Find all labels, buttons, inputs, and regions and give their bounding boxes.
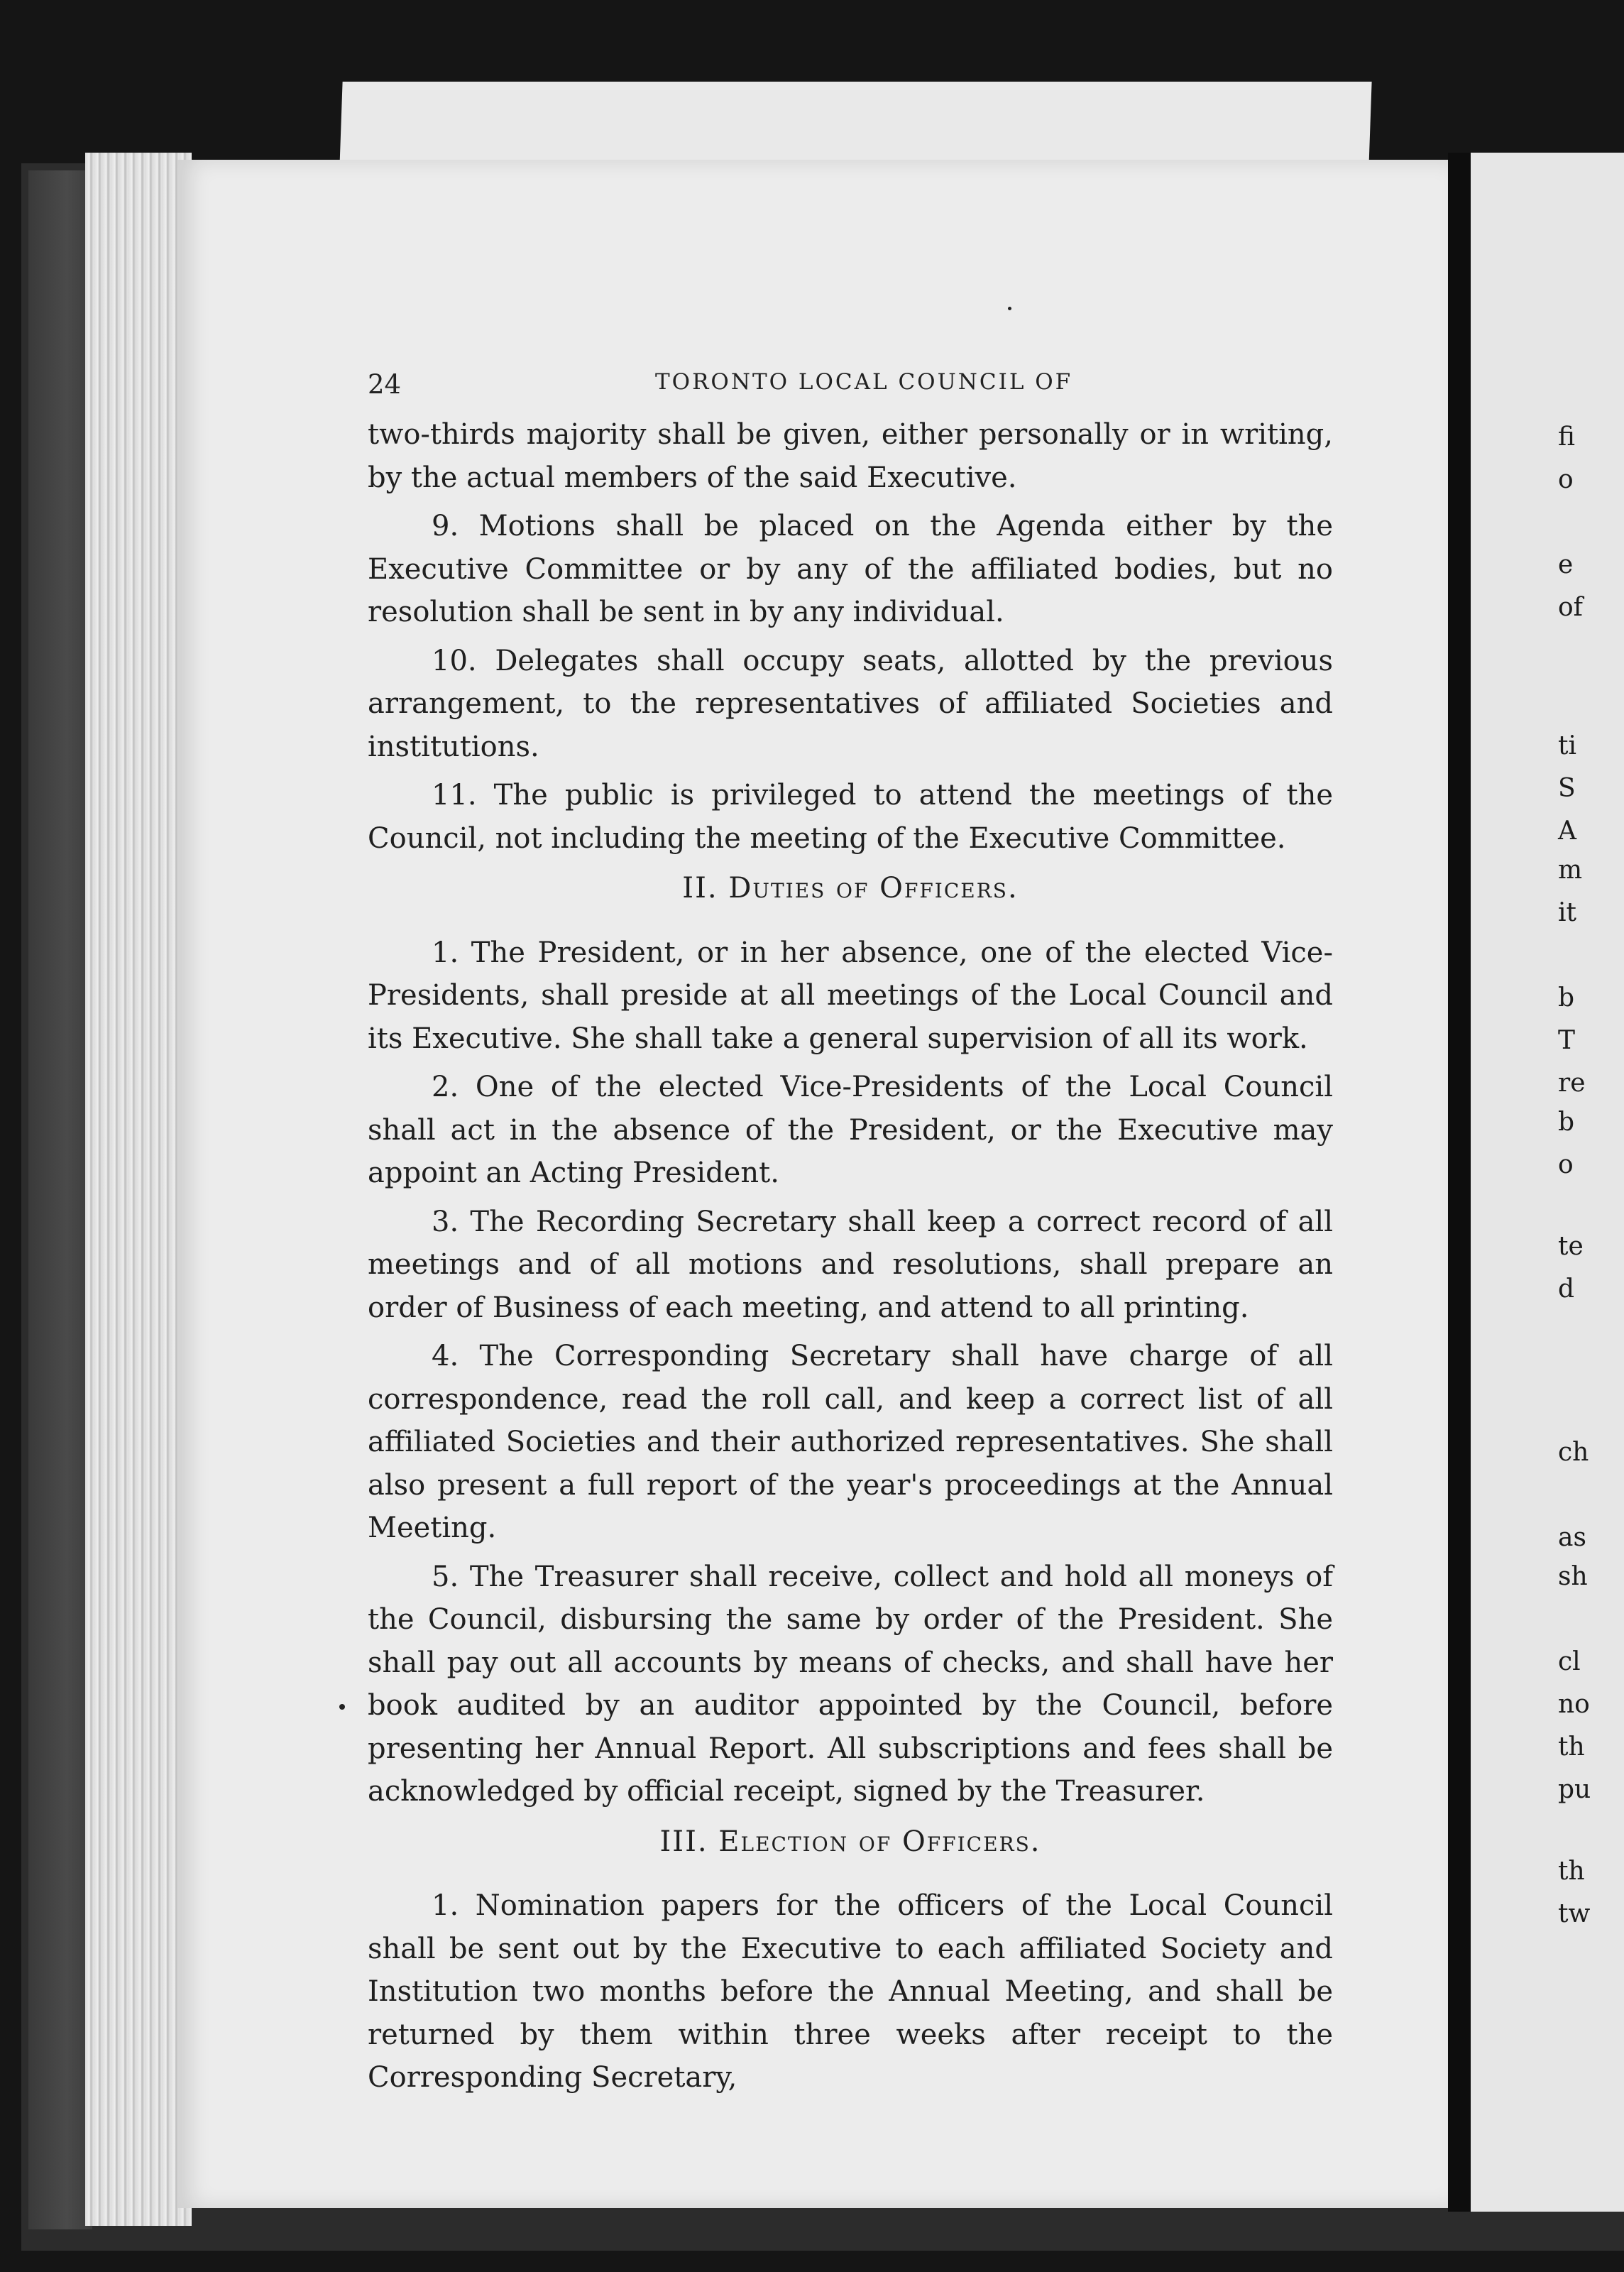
- facing-fragment: fi: [1558, 422, 1576, 452]
- facing-fragment: T: [1558, 1026, 1576, 1055]
- scan-speck: [1008, 307, 1011, 310]
- paragraph: 2. One of the elected Vice-Presidents of the Local Council shall act in the absence of the President, or the Executive may appoint an Acting President.: [368, 1071, 1333, 1189]
- facing-fragment: A: [1558, 816, 1576, 846]
- facing-fragment: of: [1558, 593, 1583, 622]
- paragraph: 10. Delegates shall occupy seats, allotted by the previous arrangement, to the representatives of affiliated Societies and institutions.: [368, 644, 1333, 763]
- paragraph: 1. Nomination papers for the officers of the Local Council shall be sent out by the Executive to each affiliated Society and Institution two months before the Annual Meeting, and shall be returned by them within three weeks after receipt to the Corresponding Secretary,: [368, 1889, 1333, 2094]
- section-heading: II. Duties of Officers.: [682, 872, 1019, 905]
- facing-fragment: ti: [1558, 731, 1576, 760]
- paragraph: 5. The Treasurer shall receive, collect and hold all moneys of the Council, disbursing the same by order of the President. She shall pay out all accounts by means of checks, and shall have her book audited by an auditor appointed by the Council, before presenting her Annual Report. All subscriptions and fees shall be acknowledged by official receipt, signed by the Treasurer.: [368, 1560, 1333, 1808]
- facing-fragment: e: [1558, 550, 1574, 579]
- facing-fragment: b: [1558, 983, 1575, 1012]
- facing-fragment: th: [1558, 1857, 1585, 1886]
- page-body: [368, 413, 1333, 2105]
- page-number: 24: [368, 369, 402, 400]
- page-edges: [85, 153, 192, 2226]
- facing-fragment: b: [1558, 1108, 1575, 1137]
- facing-fragment: d: [1558, 1274, 1575, 1304]
- page-header: [368, 369, 1333, 412]
- facing-fragment: te: [1558, 1232, 1584, 1261]
- section-heading: III. Election of Officers.: [659, 1825, 1041, 1858]
- book-gutter: [1448, 153, 1471, 2212]
- facing-fragment: tw: [1558, 1899, 1591, 1928]
- facing-fragment: cl: [1558, 1647, 1581, 1676]
- facing-fragment: no: [1558, 1690, 1590, 1719]
- running-head: TORONTO LOCAL COUNCIL OF: [655, 369, 1073, 395]
- paragraph: two-thirds majority shall be given, either personally or in writing, by the actual members of the said Executive.: [368, 418, 1333, 494]
- facing-fragment: re: [1558, 1069, 1586, 1098]
- facing-fragment: sh: [1558, 1562, 1588, 1591]
- facing-fragment: m: [1558, 856, 1583, 885]
- facing-fragment: S: [1558, 774, 1576, 803]
- facing-fragment: ch: [1558, 1438, 1589, 1467]
- scan-speck: [339, 1704, 345, 1710]
- facing-fragment: as: [1558, 1523, 1586, 1552]
- paragraph: 3. The Recording Secretary shall keep a correct record of all meetings and of all motions and resolutions, shall prepare an order of Business of each meeting, and attend to all printing.: [368, 1205, 1333, 1324]
- facing-fragment: it: [1558, 898, 1576, 927]
- cover-edge: [28, 170, 92, 2229]
- facing-fragment: o: [1558, 1150, 1574, 1179]
- paragraph: 11. The public is privileged to attend the meetings of the Council, not including the meeting of the Executive Committee.: [368, 779, 1333, 855]
- facing-fragment: th: [1558, 1732, 1585, 1762]
- facing-fragment: pu: [1558, 1775, 1591, 1804]
- facing-page: [1471, 153, 1624, 2212]
- paragraph: 4. The Corresponding Secretary shall have charge of all correspondence, read the roll call, and keep a correct list of all affiliated Societies and their authorized representatives. She shall also present a full report of the year's proceedings at the Annual Meeting.: [368, 1340, 1333, 1544]
- paragraph: 1. The President, or in her absence, one of the elected Vice-Presidents, shall preside at all meetings of the Local Council and its Executive. She shall take a general supervision of all its work.: [368, 936, 1333, 1055]
- paragraph: 9. Motions shall be placed on the Agenda either by the Executive Committee or by any of the affiliated bodies, but no resolution shall be sent in by any individual.: [368, 510, 1333, 628]
- facing-fragment: o: [1558, 465, 1574, 494]
